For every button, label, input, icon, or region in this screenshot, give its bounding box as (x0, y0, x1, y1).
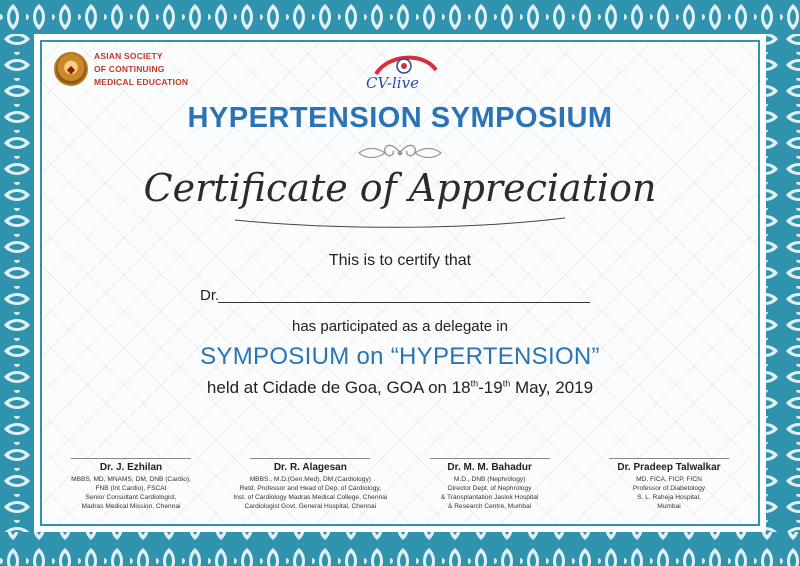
signatory-block (401, 458, 579, 528)
date-range: -19 (478, 378, 503, 397)
certify-text: This is to certify that (328, 252, 472, 269)
signatory-details: M.D., DNB (Nephrology) Director Dept. of Nephrology & Transplantation Jaslok Hospital & Research Centre, Mumbai (440, 476, 539, 510)
signatures-row (42, 458, 758, 528)
signature-line (71, 458, 191, 461)
signatory-details: MBBS, MD, MNAMS, DM, DNB (Cardio), FNB (Int Cardio), FSCAI Senior Consultant Cardiologist, Madras Medical Mission, Chennai (71, 476, 191, 510)
ornament-icon (355, 140, 445, 166)
title-flourish-icon (215, 200, 585, 230)
recipient-name-line (200, 287, 592, 303)
signatory-name: Dr. J. Ezhilan (99, 462, 163, 473)
signatory-name: Dr. M. M. Bahadur (447, 462, 532, 473)
society-logo: ◆ (54, 52, 88, 86)
signatory-block (42, 458, 220, 528)
venue-date-text (0, 378, 800, 398)
date-ordinal-1: th (470, 378, 479, 389)
venue-text: held at Cidade de Goa, GOA on 18 (206, 378, 471, 397)
participation-text: has participated as a delegate in (292, 318, 508, 335)
society-name: ASIAN SOCIETY OF CONTINUING MEDICAL EDUCATION (94, 51, 189, 87)
signatory-block (221, 458, 399, 528)
date-suffix: May, 2019 (510, 378, 594, 397)
signature-line (430, 458, 550, 461)
cvlive-logo-text: CV-live (366, 74, 419, 92)
society-block (54, 50, 204, 89)
signatory-block (580, 458, 758, 528)
name-underline (218, 302, 590, 303)
event-title: SYMPOSIUM on “HYPERTENSION” (200, 343, 600, 370)
signatory-details: MD, FICA, FICP, FICN Professor of Diabetology S. L. Raheja Hospital, Mumbai (632, 476, 706, 510)
cvlive-logo (358, 52, 448, 102)
certificate-title: Certificate of Appreciation (143, 166, 657, 210)
signature-line (250, 458, 370, 461)
signature-line (609, 458, 729, 461)
signatory-details: MBBS., M.D.(Gen.Med), DM.(Cardiology) Retd. Professor and Head of Dep. of Cardiology, Inst. of Cardiology Madras Medical College, Chennai Cardiologist Govt. General Hospital, Chennai (233, 476, 388, 510)
dr-prefix: Dr. (200, 287, 220, 304)
symposium-headline: HYPERTENSION SYMPOSIUM (187, 102, 613, 134)
date-ordinal-2: th (502, 378, 511, 389)
signatory-name: Dr. Pradeep Talwalkar (617, 462, 721, 473)
signatory-name: Dr. R. Alagesan (273, 462, 347, 473)
